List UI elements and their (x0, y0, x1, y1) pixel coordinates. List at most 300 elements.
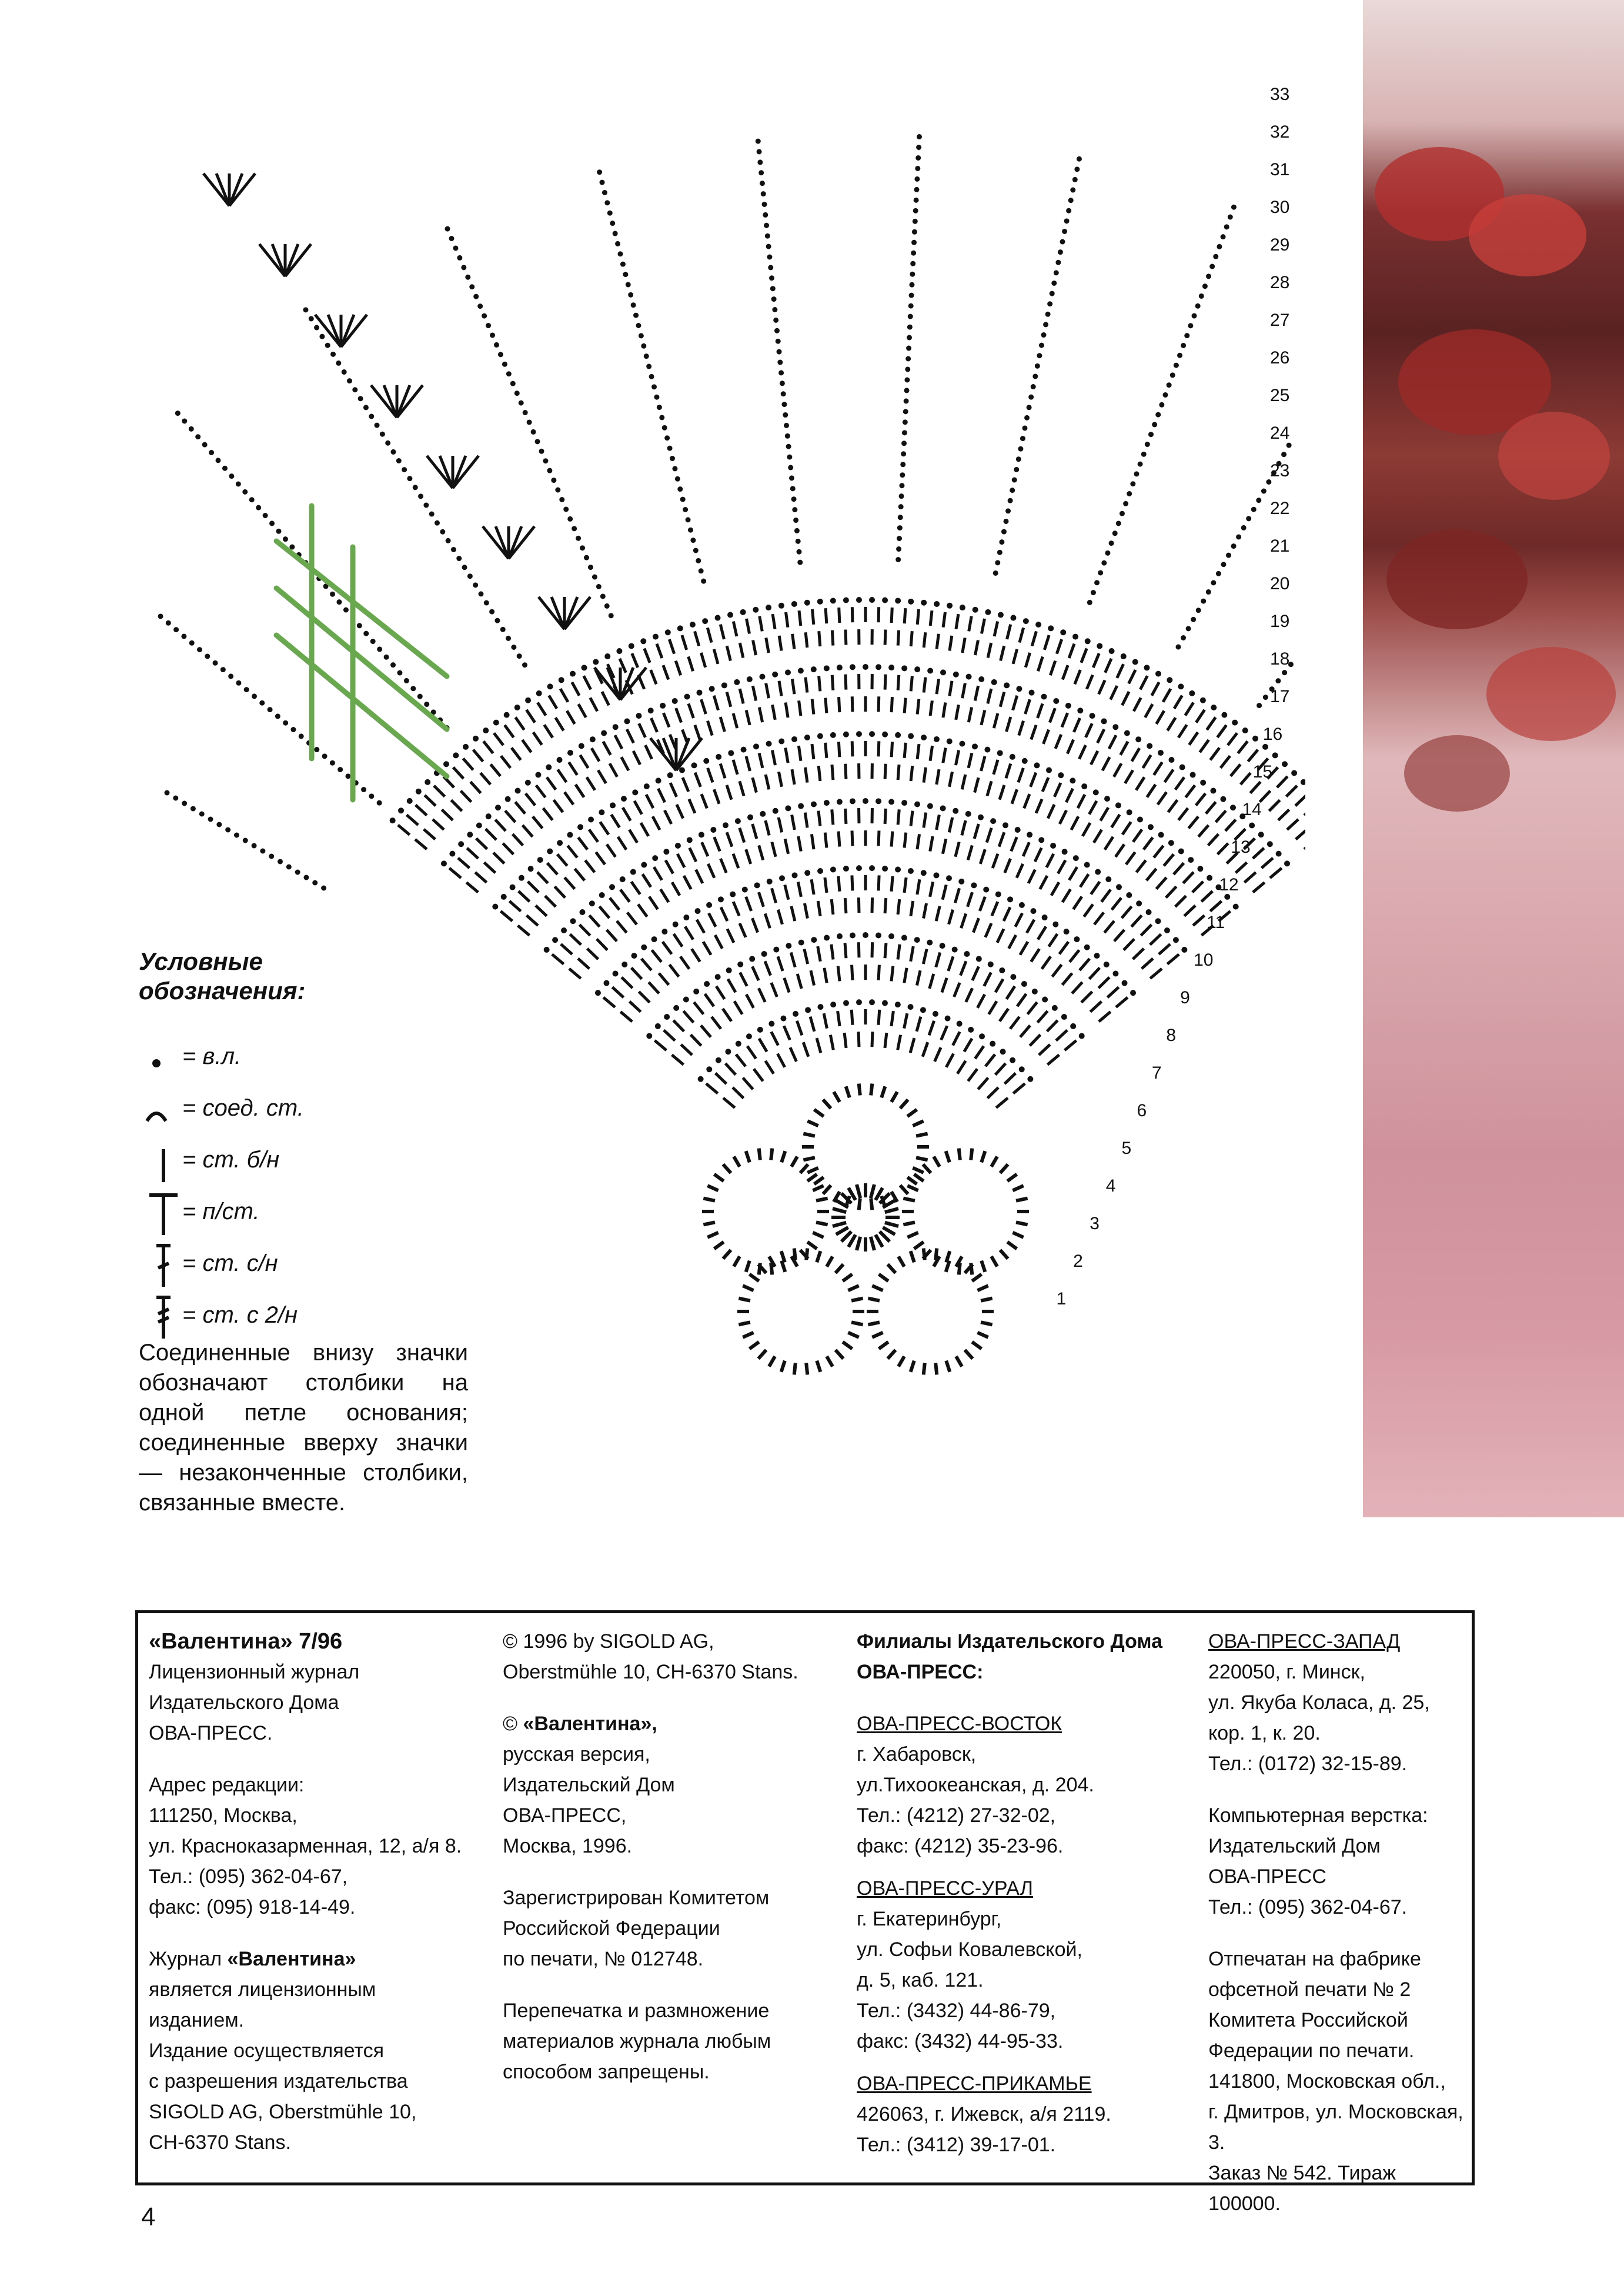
text-lines (503, 1883, 832, 1974)
stitch-mark (806, 767, 807, 783)
chain-stitch (1116, 884, 1122, 890)
chain-stitch (390, 817, 396, 823)
chain-stitch (794, 528, 800, 533)
flower-stitch (848, 1333, 858, 1337)
chain-stitch (837, 799, 843, 805)
chain-stitch (604, 603, 610, 609)
chain-stitch (675, 476, 680, 482)
stitch-mark (766, 638, 768, 653)
stitch-mark (561, 944, 572, 954)
branch-west-title: ОВА-ПРЕСС-ЗАПАД (1208, 1630, 1401, 1653)
stitch-mark (943, 702, 945, 717)
stitch-mark (1221, 756, 1230, 767)
chain-stitch (767, 879, 773, 885)
chain-stitch (547, 683, 553, 689)
stitch-mark (1159, 944, 1170, 954)
stitch-mark (1216, 810, 1226, 822)
chain-stitch (588, 565, 593, 570)
flower-stitch (814, 1177, 824, 1184)
stitch-mark (1054, 783, 1061, 797)
imprint-line: по печати, № 012748. (503, 1948, 704, 1970)
stitch-mark (1143, 755, 1151, 768)
stitch-mark (771, 1032, 778, 1045)
stitch-mark (826, 698, 827, 713)
chain-stitch (726, 967, 732, 973)
chain-stitch (620, 262, 626, 267)
flower-stitch (871, 1084, 872, 1096)
stitch-mark (1024, 794, 1030, 808)
center-stitch (885, 1209, 898, 1212)
stitch-mark (924, 903, 927, 919)
stitch-mark (621, 757, 629, 770)
chain-stitch (972, 743, 978, 749)
stitch-mark (1150, 935, 1161, 945)
stitch-mark (792, 769, 794, 785)
chain-stitch (195, 434, 201, 439)
shell-fan (427, 456, 453, 488)
chain-stitch (1021, 981, 1027, 987)
stitch-mark (810, 1017, 814, 1032)
chain-stitch (1158, 750, 1164, 756)
stitch-mark (898, 1035, 901, 1050)
chain-stitch (621, 962, 627, 967)
stitch-mark (1193, 915, 1204, 925)
chain-stitch (677, 625, 683, 631)
stitch-mark (1062, 665, 1068, 679)
flower-stitch (817, 1361, 820, 1372)
stitch-mark (1087, 675, 1092, 689)
stitch-mark (1097, 729, 1104, 743)
chain-stitch (670, 456, 675, 461)
chain-stitch (957, 1021, 963, 1027)
stitch-mark (806, 678, 807, 693)
chain-stitch (1209, 264, 1215, 269)
chain-stitch (1145, 442, 1150, 447)
chain-stitch (914, 801, 920, 807)
chain-stitch (772, 672, 778, 678)
stitch-mark (778, 956, 783, 971)
stitch-mark (845, 943, 846, 958)
shell-fan (594, 668, 620, 700)
text-lines (857, 1626, 1186, 1687)
stitch-mark (966, 988, 973, 1002)
chain-stitch (528, 866, 534, 872)
stitch-mark (1147, 785, 1155, 797)
stitch-mark (627, 729, 633, 743)
chain-stitch (492, 904, 498, 910)
chain-stitch (236, 482, 241, 487)
chain-stitch (968, 1027, 974, 1033)
imprint-line: факс: (095) 918-14-49. (149, 1896, 356, 1918)
imprint-line: ОВА-ПРЕСС, (503, 1804, 627, 1827)
stitch-mark (1304, 805, 1305, 816)
flower-stitch (900, 1100, 908, 1109)
chain-stitch (1168, 840, 1174, 846)
stitch-mark (955, 842, 959, 857)
chain-stitch (999, 967, 1005, 973)
chain-stitch (1282, 670, 1287, 675)
flower-stitch (834, 1092, 840, 1102)
stitch-mark (634, 801, 642, 815)
chain-stitch (626, 282, 631, 287)
chain-stitch (441, 860, 447, 866)
imprint-box (135, 1610, 1475, 2215)
stitch-mark (942, 978, 947, 993)
chain-stitch (1123, 501, 1128, 506)
shell-fan (384, 385, 397, 418)
stitch-mark (1196, 793, 1205, 805)
chain-stitch (567, 832, 573, 838)
stitch-mark (1105, 659, 1111, 673)
center-stitch (841, 1232, 851, 1242)
row-number: 4 (1105, 1176, 1116, 1196)
stitch-mark (872, 1032, 873, 1047)
stitch-mark (1049, 934, 1058, 947)
chain-stitch (761, 191, 766, 196)
chain-stitch (716, 754, 721, 760)
chain-stitch (904, 388, 910, 393)
chain-stitch (208, 817, 213, 822)
chain-stitch (1216, 571, 1221, 576)
legend-item: = ст. б/н (139, 1133, 503, 1184)
stitch-mark (504, 725, 513, 737)
stitch-mark (554, 886, 565, 897)
stitch-mark (1040, 876, 1047, 889)
chain-stitch (947, 603, 953, 609)
flower-stitch (769, 1356, 775, 1366)
stitch-mark (1189, 732, 1198, 745)
chain-stitch (228, 673, 233, 679)
stitch-mark (779, 636, 781, 651)
chain-stitch (843, 1000, 849, 1006)
chain-stitch (1112, 530, 1118, 536)
chain-stitch (1181, 635, 1186, 640)
row-number: 30 (1270, 198, 1290, 217)
chain-stitch (453, 245, 458, 251)
stitch-mark (1101, 890, 1111, 902)
chain-stitch (940, 805, 946, 811)
stitch-mark (968, 845, 972, 860)
stitch-mark (790, 1047, 797, 1062)
stitch-mark (852, 607, 853, 622)
chain-stitch (199, 812, 205, 817)
chain-stitch (667, 772, 673, 778)
chain-stitch (630, 869, 636, 875)
stitch-mark (519, 891, 530, 902)
shell-fan (564, 597, 590, 629)
chain-stitch (418, 493, 423, 499)
chain-stitch (1012, 478, 1017, 483)
chain-stitch (971, 882, 977, 888)
stitch-mark (898, 809, 899, 825)
row-number: 12 (1219, 875, 1239, 895)
stitch-mark (1133, 829, 1142, 842)
chain-stitch (1052, 922, 1058, 927)
chain-stitch (763, 212, 768, 218)
flower-stitch (888, 1264, 895, 1273)
chain-stitch (1167, 677, 1172, 683)
stitch-mark (714, 696, 718, 710)
stitch-mark (793, 634, 794, 649)
stitch-mark (682, 635, 687, 650)
stitch-mark (911, 676, 912, 691)
stitch-mark (659, 973, 669, 985)
flower-stitch (1000, 1250, 1008, 1259)
stitch-mark (1065, 1040, 1077, 1050)
chain-stitch (766, 741, 772, 747)
stitch-mark (736, 1054, 746, 1066)
chain-stitch (1070, 777, 1075, 783)
stitch-mark (1101, 807, 1108, 820)
stitch-mark (929, 1021, 934, 1036)
row-number: 19 (1270, 612, 1290, 631)
chain-stitch (631, 302, 636, 308)
chain-stitch (295, 870, 300, 875)
chain-stitch (869, 999, 875, 1005)
chain-stitch (252, 693, 257, 699)
flower-stitch (868, 1299, 880, 1301)
stitch-mark (1147, 869, 1157, 880)
chain-stitch (263, 513, 268, 518)
stitch-mark (797, 974, 801, 989)
flower-stitch (807, 1174, 817, 1182)
chain-stitch (363, 405, 369, 410)
chain-stitch (696, 690, 702, 696)
stitch-mark (1000, 692, 1004, 707)
center-stitch (876, 1234, 883, 1247)
stitch-mark (747, 1046, 756, 1059)
stitch-mark (995, 1063, 1006, 1074)
stitch-mark (1031, 773, 1036, 787)
stitch-mark (398, 825, 410, 835)
chain-stitch (486, 813, 492, 819)
stitch-mark (433, 819, 444, 830)
chain-stitch (580, 545, 585, 550)
chain-stitch (933, 872, 939, 878)
stitch-mark (935, 1047, 941, 1062)
stitch-mark (832, 809, 833, 825)
stitch-mark (818, 766, 820, 781)
stitch-mark (1206, 802, 1216, 814)
stitch-mark (1081, 992, 1092, 1002)
stitch-mark (603, 742, 611, 755)
stitch-mark (924, 767, 925, 783)
chain-stitch (636, 323, 641, 328)
imprint-line: © 1996 by SIGOLD AG, (503, 1630, 714, 1653)
chain-stitch (1148, 824, 1154, 830)
stitch-mark (1089, 968, 1100, 979)
stitch-mark (985, 1054, 995, 1066)
chain-stitch (579, 743, 584, 749)
flower-stitch (750, 1342, 759, 1349)
stitch-mark (872, 942, 873, 957)
imprint-line: Москва, 1996. (503, 1835, 633, 1857)
chain-stitch (766, 605, 771, 610)
chain-stitch (786, 943, 791, 949)
stitch-mark (1048, 805, 1054, 819)
flower-stitch (956, 1356, 962, 1366)
chain-stitch (1186, 626, 1191, 631)
imprint-line: факс: (3432) 44-95-33. (857, 2030, 1064, 2053)
stitch-mark (503, 843, 513, 855)
chain-stitch (1231, 205, 1237, 210)
chain-stitch (699, 832, 704, 837)
flower-stitch (959, 1149, 960, 1160)
chain-stitch (504, 712, 510, 718)
stitch-mark (1248, 750, 1258, 762)
stitch-mark (680, 956, 689, 969)
chain-stitch (523, 410, 528, 415)
stitch-mark (917, 1017, 921, 1032)
chain-stitch (773, 808, 778, 814)
chain-stitch (1116, 520, 1121, 526)
chain-stitch (747, 676, 753, 682)
chain-stitch (856, 865, 862, 871)
stitch-mark (649, 896, 658, 909)
flower-stitch (891, 1092, 897, 1102)
stitch-mark (917, 970, 920, 985)
flower-stitch (800, 1164, 808, 1173)
stitch-mark (1183, 872, 1194, 883)
chain-stitch (473, 582, 478, 588)
stitch-mark (1074, 718, 1080, 732)
stitch-mark (773, 705, 776, 720)
chain-stitch (921, 600, 927, 606)
stitch-mark (564, 792, 573, 805)
stitch-mark (720, 625, 724, 639)
flower-stitch (813, 1186, 823, 1190)
chain-stitch (469, 284, 474, 289)
chain-stitch (916, 145, 921, 150)
chain-stitch (990, 818, 996, 824)
chain-stitch (995, 892, 1001, 897)
chain-stitch (1141, 452, 1147, 457)
stitch-mark (676, 661, 680, 676)
stitch-mark (1019, 721, 1024, 736)
chain-stitch (1020, 436, 1025, 441)
stitch-mark (898, 899, 900, 915)
chain-stitch (559, 677, 564, 683)
flower-stitch (914, 1174, 924, 1182)
chain-stitch (900, 462, 905, 467)
shell-fan (285, 244, 298, 276)
chain-stitch (256, 505, 261, 510)
stitch-mark (641, 959, 651, 970)
flower-stitch (807, 1168, 818, 1173)
chain-stitch (175, 411, 181, 416)
chain-stitch (1074, 936, 1080, 942)
stitch-mark (746, 897, 751, 911)
flower-stitch (907, 1186, 918, 1190)
stitch-mark (1154, 846, 1163, 857)
imprint-line: ул. Красноказарменная, 12, а/я 8. (149, 1835, 462, 1857)
chain-stitch (824, 935, 830, 941)
stitch-mark (911, 766, 913, 781)
chain-stitch (222, 466, 228, 471)
legend-title: Условные обозначения: (139, 947, 306, 1004)
flower-stitch (1013, 1186, 1023, 1190)
stitch-mark (994, 760, 998, 775)
stitch-mark (1198, 825, 1208, 837)
stitch-mark (825, 877, 827, 893)
stitch-mark (968, 708, 971, 722)
chain-stitch (869, 865, 875, 871)
chain-stitch (515, 788, 521, 794)
chain-stitch (940, 943, 945, 949)
stitch-mark (996, 1098, 1008, 1108)
text-lines (857, 1904, 1186, 2057)
stitch-mark (545, 896, 556, 906)
stitch-mark (610, 898, 619, 910)
stitch-mark (651, 670, 656, 684)
chain-stitch (1162, 392, 1168, 398)
stitch-mark (1208, 834, 1219, 845)
chain-stitch (790, 486, 796, 491)
chain-stitch (737, 962, 743, 967)
chain-stitch (1050, 843, 1056, 849)
chain-stitch (792, 872, 798, 878)
stitch-mark (689, 799, 695, 813)
flower-stitch (872, 1333, 883, 1337)
stitch-mark (1084, 905, 1092, 917)
stitch-mark (733, 902, 739, 916)
chain-stitch (696, 558, 701, 563)
stitch-mark (946, 1054, 953, 1067)
imprint-line: Компьютерная верстка: (1208, 1804, 1428, 1827)
stitch-mark (1200, 740, 1209, 752)
chain-stitch (1016, 686, 1022, 692)
stitch-mark (1043, 730, 1048, 744)
chain-stitch (882, 866, 888, 872)
chain-stitch (1055, 260, 1061, 265)
chain-stitch (1073, 855, 1079, 861)
stitch-mark (1094, 912, 1104, 924)
chain-stitch (1019, 902, 1025, 908)
stitch-mark (632, 653, 638, 668)
chain-stitch (1197, 866, 1203, 872)
chain-stitch (1130, 990, 1136, 996)
chain-stitch (995, 560, 1000, 565)
chain-stitch (953, 808, 958, 814)
chain-stitch (897, 536, 902, 541)
flower-stitch (750, 1274, 759, 1282)
stitch-mark (1032, 631, 1036, 646)
chain-stitch (817, 1004, 823, 1010)
row-number: 7 (1151, 1063, 1162, 1083)
chain-stitch (1122, 980, 1128, 986)
stitch-mark (1168, 800, 1178, 812)
stitch-mark (1145, 704, 1152, 717)
chain-stitch (1130, 481, 1135, 486)
flower-stitch (851, 1299, 863, 1301)
imprint-line: г. Екатеринбург, (857, 1908, 1002, 1930)
stitch-mark (904, 698, 905, 713)
chain-stitch (908, 599, 914, 605)
flower-stitch (827, 1256, 833, 1266)
text-lines (857, 2099, 1186, 2160)
chain-stitch (791, 736, 797, 742)
chain-stitch (1168, 757, 1174, 763)
row-number: 15 (1252, 762, 1273, 782)
flower-stitch (981, 1299, 993, 1301)
stitch-mark (772, 750, 775, 765)
stitch-mark (760, 616, 763, 632)
chain-stitch (684, 694, 690, 700)
stitch-mark (1134, 698, 1141, 711)
stitch-mark (1050, 661, 1055, 676)
stitch-mark (547, 863, 557, 874)
stitch-mark (1027, 920, 1034, 933)
